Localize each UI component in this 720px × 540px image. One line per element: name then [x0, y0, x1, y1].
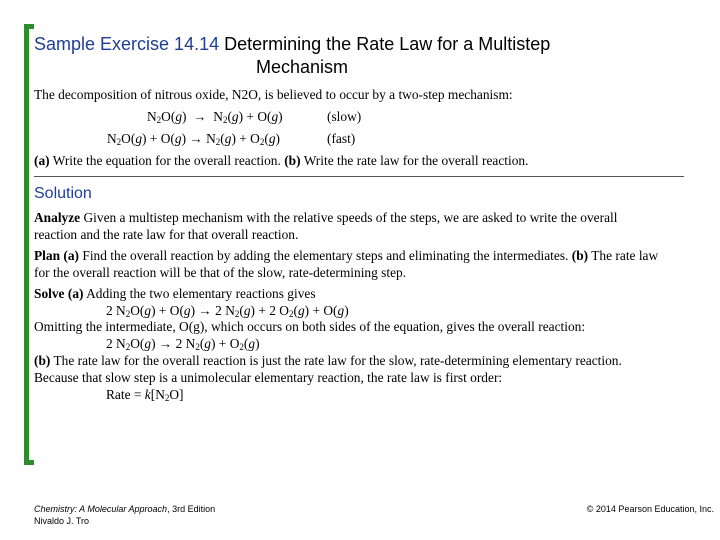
plan-text2: The rate law	[591, 248, 659, 263]
solve-label: Solve	[34, 286, 65, 301]
plan-line2: for the overall reaction will be that of the slow, rate-determining step.	[34, 265, 407, 280]
footer-copyright: © 2014 Pearson Education, Inc.	[586, 504, 714, 514]
mechanism-step2: $N_2O(g) + O(g) \to N_2(g) + O_2(g)$	[107, 131, 280, 147]
solve-b-marker: (b)	[34, 353, 51, 368]
omit-text: Omitting the intermediate, O(g), which occurs on both sides of the equation, gives the overall reaction:	[34, 319, 586, 334]
solve-line1	[34, 285, 316, 302]
title-line2: Mechanism	[256, 57, 349, 77]
analyze-line1	[34, 209, 617, 226]
question-a-text: Write the equation for the overall reaction.	[52, 153, 281, 168]
solve-b-line	[34, 352, 622, 369]
rate-law: Rate = $k[N_2O]$	[106, 387, 184, 403]
question-b-marker: (b)	[284, 153, 301, 168]
plan-a-marker: (a)	[63, 248, 80, 263]
plan-text1: Find the overall reaction by adding the elementary steps and eliminating the intermediates.	[82, 248, 569, 263]
analyze-text1: Given a multistep mechanism with the relative speeds of the steps, we are asked to write the overall	[83, 210, 618, 225]
green-bracket	[24, 24, 34, 465]
footer-book-edition: , 3rd Edition	[167, 504, 216, 514]
solve-a-marker: (a)	[67, 286, 84, 301]
section-divider	[34, 176, 684, 177]
footer-citation	[34, 503, 215, 527]
intro-text: The decomposition of nitrous oxide, N2O, is believed to occur by a two-step mechanism:	[34, 87, 513, 102]
step2-speed-label: (fast)	[327, 131, 356, 146]
because-text: Because that slow step is a unimolecular elementary reaction, the rate law is first order:	[34, 370, 503, 385]
plan-line1	[34, 247, 658, 264]
slide-title	[34, 33, 684, 79]
step1-speed-label: (slow)	[327, 109, 362, 124]
solution-heading: Solution	[34, 185, 92, 202]
solve-text: Adding the two elementary reactions gives	[86, 286, 316, 301]
title-line1: Determining the Rate Law for a Multistep	[224, 34, 551, 54]
sum-equation: 2 $N_2O(g) + O(g) \to 2$ $N_2(g) + 2$ $O_2(g) + O(g)$	[106, 303, 349, 319]
overall-equation: 2 $N_2O(g) \to 2$ $N_2(g) + O_2(g)$	[106, 336, 260, 352]
question-a-marker: (a)	[34, 153, 50, 168]
analyze-line2: reaction and the rate law for that overall reaction.	[34, 227, 299, 242]
question-b-text: Write the rate law for the overall reaction.	[303, 153, 529, 168]
mechanism-step1: $N_2O(g) \to N_2(g) + O(g)$	[147, 109, 283, 125]
footer-book-title: Chemistry: A Molecular Approach	[34, 504, 168, 514]
footer-author: Nivaldo J. Tro	[34, 516, 90, 526]
solve-b-text: The rate law for the overall reaction is just the rate law for the slow, rate-determining elementary reaction.	[53, 353, 622, 368]
title-prefix: Sample Exercise 14.14	[34, 34, 220, 54]
plan-b-marker: (b)	[571, 248, 589, 263]
plan-label: Plan	[34, 248, 61, 263]
question-text	[34, 152, 528, 169]
analyze-label: Analyze	[34, 210, 81, 225]
